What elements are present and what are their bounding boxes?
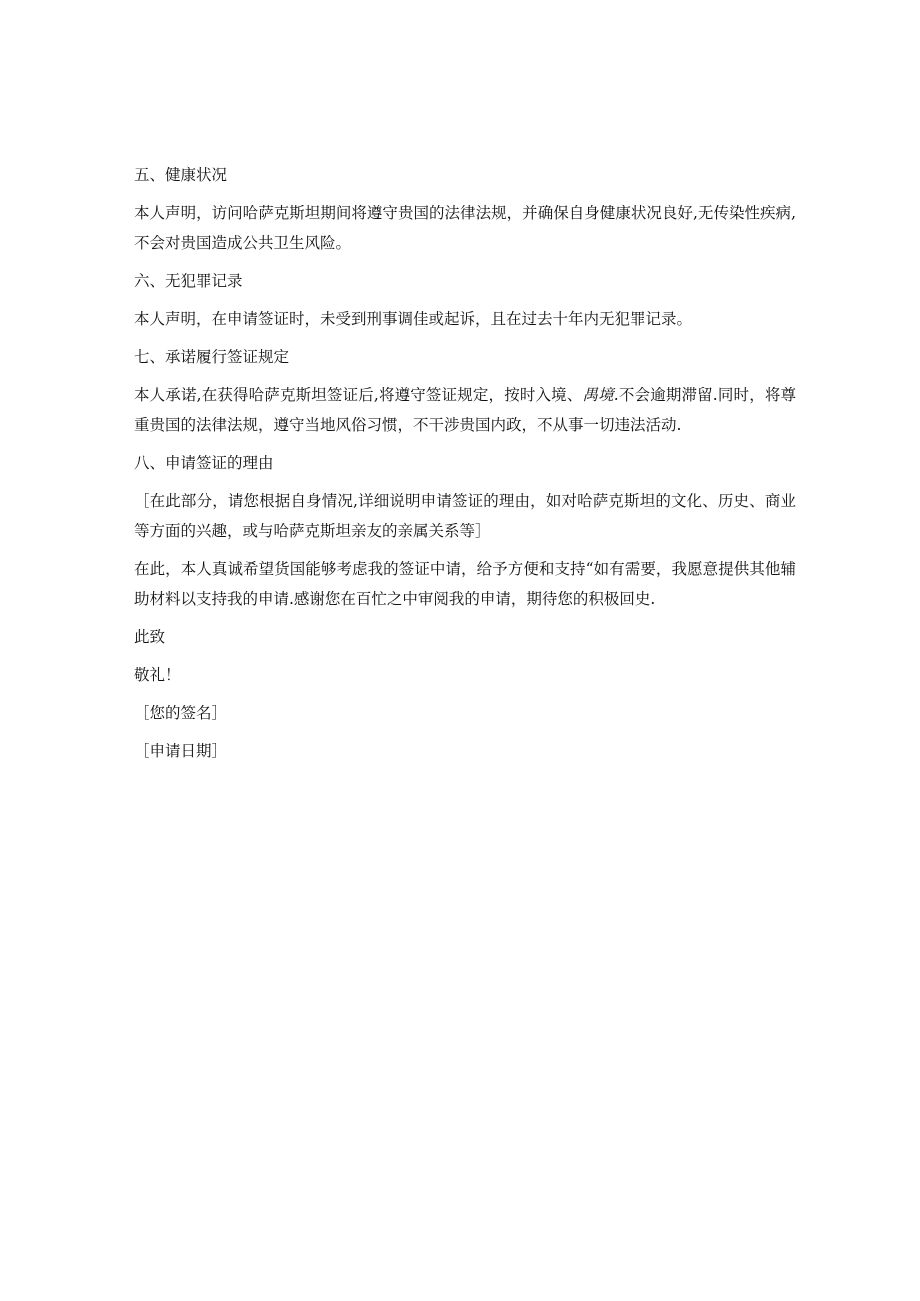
letter-body <box>134 160 796 774</box>
section-heading-visa-reason: 八、申请签证的理由 <box>134 454 274 472</box>
section-body-visa-commitment <box>134 380 796 440</box>
commitment-text-part1: 本人承诺,在获得哈萨克斯坦签证后,将遵守签证规定，按时入境、 <box>134 386 583 404</box>
section-body-visa-reason: ［在此部分，请您根据自身情况,详细说明申请签证的理由，如对哈萨克斯坦的文化、历史、商业等方面的兴趣，或与哈萨克斯坦亲友的亲属关系等］ <box>134 492 796 540</box>
section-body-criminal-record: 本人声明，在申请签证时，未受到刑事调佳或起诉，且在过去十年内无犯罪记录。 <box>134 310 693 328</box>
conclusion-paragraph: 在此，本人真诚希望货国能够考虑我的签证中请，给予方便和支持“如有需要，我愿意提供其他辅助材料以支持我的申请.感谢您在百忙之中审阅我的申请，期待您的积极回史. <box>134 560 796 608</box>
section-heading-criminal-record: 六、无犯罪记录 <box>134 272 243 290</box>
commitment-text-part2: 不会逾期滞留.同时，将尊重贵国的法律法规，遵守当地风俗习惯，不干涉贵国内政，不从事一切违法活动. <box>134 386 797 434</box>
commitment-text-italic: 禺境. <box>582 386 619 404</box>
section-body-health: 本人声明，访问哈萨克斯坦期间将遵守贵国的法律法规，并确保自身健康状况良好,无传染性疾病,不会对贵国造成公共卫生风险。 <box>134 204 796 252</box>
signature-placeholder: ［您的签名］ <box>134 704 228 722</box>
section-heading-health: 五、健康状况 <box>134 166 228 184</box>
closing-line-1: 此致 <box>134 628 166 646</box>
date-placeholder: ［申请日期］ <box>134 742 228 760</box>
closing-line-2: 敬礼！ <box>134 666 181 684</box>
section-heading-visa-commitment: 七、承诺履行签证规定 <box>134 348 290 366</box>
